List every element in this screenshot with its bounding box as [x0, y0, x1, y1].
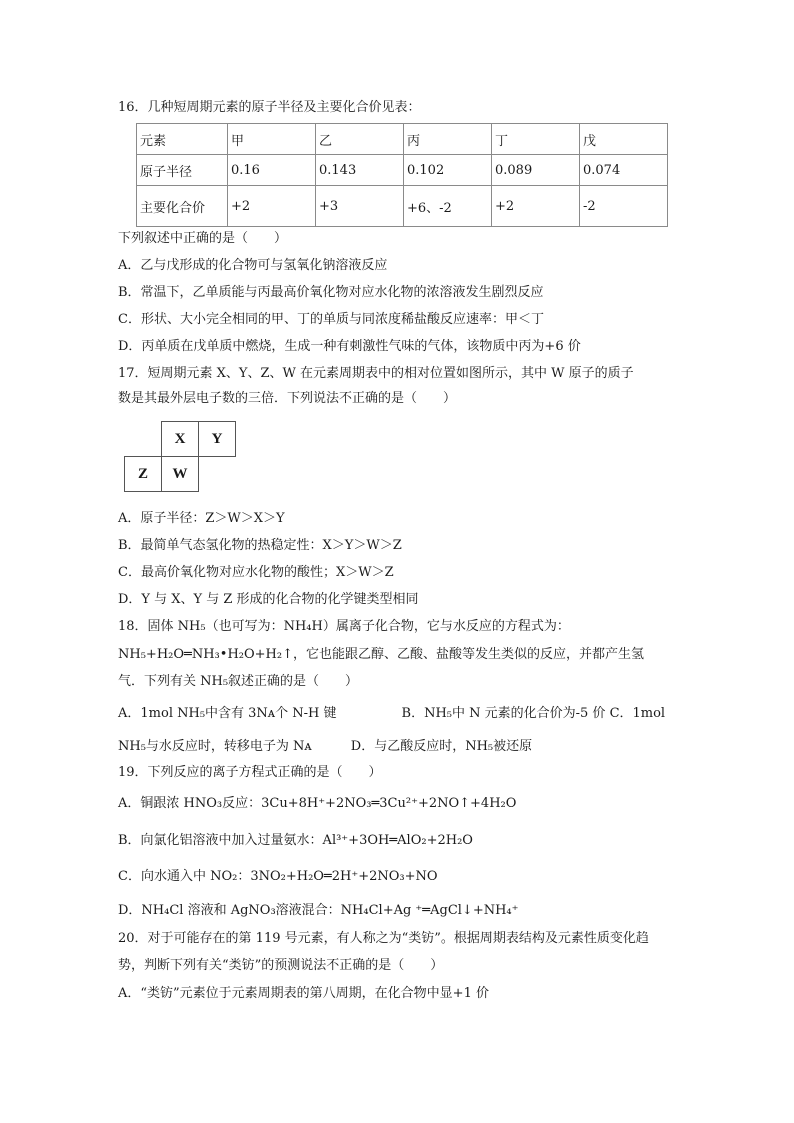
q16-option-a: A．乙与戊形成的化合物可与氢氧化钠溶液反应 — [118, 258, 388, 273]
q17-stem-line2: 数是其最外层电子数的三倍．下列说法不正确的是（ ） — [118, 391, 457, 406]
table-row — [137, 124, 668, 155]
q19-option-c: C．向水通入中 NO₂：3NO₂+H₂O═2H⁺+2NO₃+NO — [118, 869, 438, 884]
q19-stem: 19．下列反应的离子方程式正确的是（ ） — [118, 765, 382, 780]
grid-cell-w: W — [161, 456, 199, 492]
table-cell: 戊 — [580, 124, 668, 155]
q17-option-a: A．原子半径：Z＞W＞X＞Y — [118, 511, 285, 526]
table-cell: 主要化合价 — [137, 186, 228, 227]
q16-option-b: B．常温下，乙单质能与丙最高价氧化物对应水化物的浓溶液发生剧烈反应 — [118, 285, 544, 300]
table-row — [137, 186, 668, 227]
grid-cell-x: X — [161, 421, 199, 457]
table-cell: 0.143 — [316, 155, 404, 186]
q18-line1: 18．固体 NH₅（也可写为：NH₄H）属离子化合物，它与水反应的方程式为： — [118, 619, 570, 634]
element-table — [136, 123, 668, 227]
q18-options-line2: NH₅与水反应时，转移电子为 Nᴀ D．与乙酸反应时，NH₅被还原 — [118, 739, 533, 754]
grid-cell-y: Y — [198, 421, 236, 457]
table-cell: 0.102 — [404, 155, 492, 186]
q17-option-c: C．最高价氧化物对应水化物的酸性；X＞W＞Z — [118, 565, 394, 580]
q19-option-a: A．铜跟浓 HNO₃反应：3Cu+8H⁺+2NO₃═3Cu²⁺+2NO↑+4H₂O — [118, 796, 517, 811]
q20-option-a: A．“类钫”元素位于元素周期表的第八周期，在化合物中显+1 价 — [118, 986, 489, 1001]
table-cell: 丙 — [404, 124, 492, 155]
table-cell: 0.16 — [228, 155, 316, 186]
q18-line3: 气．下列有关 NH₅叙述正确的是（ ） — [118, 674, 359, 689]
table-cell: +6、-2 — [404, 186, 492, 227]
q19-option-b: B．向氯化铝溶液中加入过量氨水：Al³⁺+3OH═AlO₂+2H₂O — [118, 833, 473, 848]
table-cell: 甲 — [228, 124, 316, 155]
q19-option-d: D．NH₄Cl 溶液和 AgNO₃溶液混合：NH₄Cl+Ag ⁺═AgCl↓+NH₄⁺ — [118, 903, 519, 918]
grid-cell-z: Z — [124, 456, 162, 492]
table-cell: +2 — [228, 186, 316, 227]
table-cell: 0.074 — [580, 155, 668, 186]
q16-option-d: D．丙单质在戊单质中燃烧，生成一种有刺激性气味的气体，该物质中丙为+6 价 — [118, 339, 581, 354]
q17-option-d: D．Y 与 X、Y 与 Z 形成的化合物的化学键类型相同 — [118, 592, 419, 607]
q18-options-line1: A．1mol NH₅中含有 3Nᴀ个 N-H 键 B．NH₅中 N 元素的化合价为-5 价 C．1mol — [118, 706, 666, 721]
table-cell: 0.089 — [492, 155, 580, 186]
table-cell: 乙 — [316, 124, 404, 155]
table-row — [137, 155, 668, 186]
q16-stem: 16．几种短周期元素的原子半径及主要化合价见表： — [118, 100, 421, 115]
q17-stem-line1: 17．短周期元素 X、Y、Z、W 在元素周期表中的相对位置如图所示，其中 W 原子的质子 — [118, 366, 634, 381]
q16-prompt: 下列叙述中正确的是（ ） — [118, 231, 288, 246]
table-cell: 原子半径 — [137, 155, 228, 186]
table-cell: 丁 — [492, 124, 580, 155]
q16-option-c: C．形状、大小完全相同的甲、丁的单质与同浓度稀盐酸反应速率：甲＜丁 — [118, 312, 544, 327]
q20-stem-line1: 20．对于可能存在的第 119 号元素，有人称之为“类钫”。根据周期表结构及元素性质变化趋 — [118, 931, 649, 946]
table-cell: 元素 — [137, 124, 228, 155]
table-cell: +2 — [492, 186, 580, 227]
q20-stem-line2: 势，判断下列有关“类钫”的预测说法不正确的是（ ） — [118, 958, 444, 973]
q17-option-b: B．最简单气态氢化物的热稳定性：X＞Y＞W＞Z — [118, 538, 402, 553]
table-cell: +3 — [316, 186, 404, 227]
q18-line2: NH₅+H₂O═NH₃•H₂O+H₂↑，它也能跟乙醇、乙酸、盐酸等发生类似的反应，并都产生氢 — [118, 647, 644, 662]
table-cell: -2 — [580, 186, 668, 227]
